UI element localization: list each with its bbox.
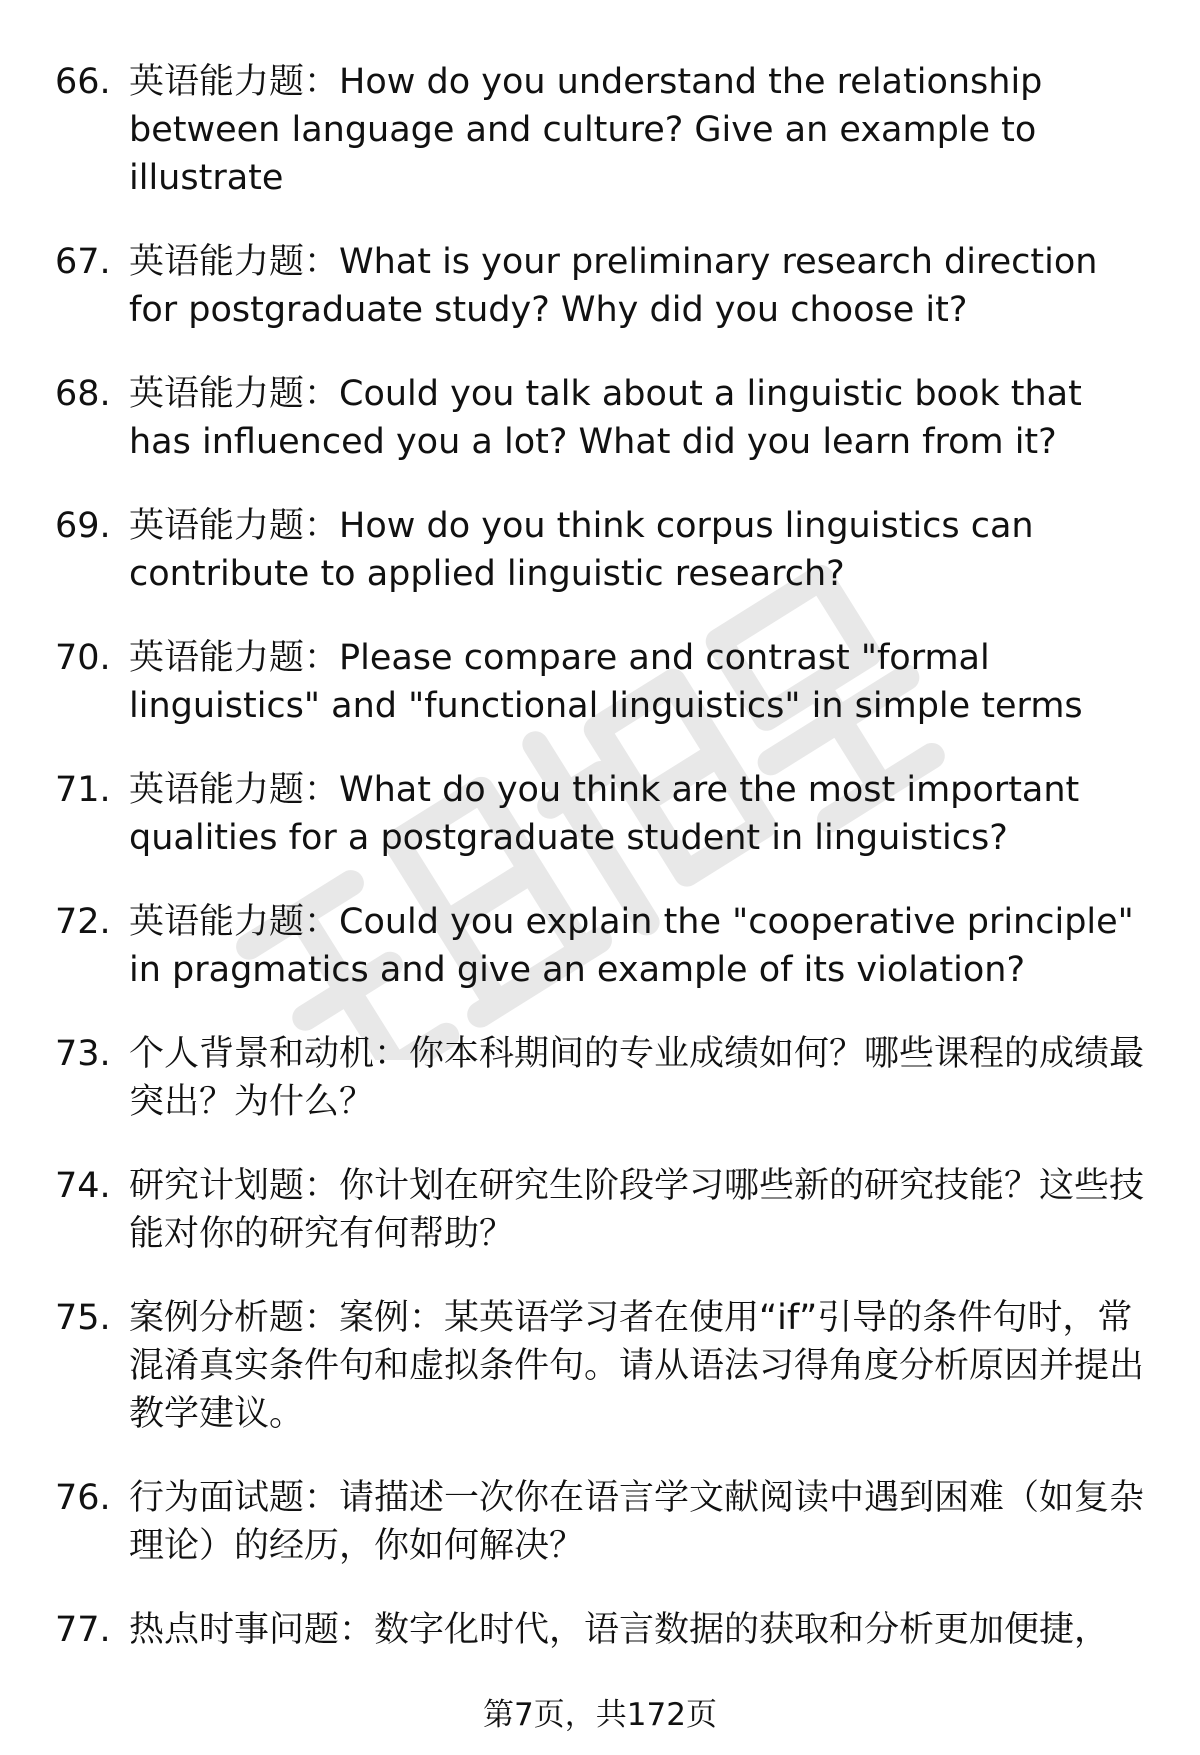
question-text: 英语能力题：How do you understand the relationship between language and culture? Give an example to illustrate	[129, 62, 1043, 198]
question-text: 热点时事问题：数字化时代，语言数据的获取和分析更加便捷，	[129, 1610, 1110, 1650]
question-number: 72.	[55, 902, 111, 942]
question-number: 73.	[55, 1034, 111, 1074]
question-item	[55, 898, 1155, 994]
question-number: 75.	[55, 1298, 111, 1338]
question-text: 个人背景和动机：你本科期间的专业成绩如何？哪些课程的成绩最突出？为什么？	[129, 1034, 1145, 1122]
question-item	[55, 1606, 1155, 1654]
question-text: 研究计划题：你计划在研究生阶段学习哪些新的研究技能？这些技能对你的研究有何帮助？	[129, 1166, 1145, 1254]
question-item	[55, 1030, 1155, 1126]
question-text: 英语能力题：Please compare and contrast "formal linguistics" and "functional linguistics" in simple terms	[129, 638, 1083, 726]
question-item	[55, 1474, 1155, 1570]
question-item	[55, 634, 1155, 730]
question-number: 74.	[55, 1166, 111, 1206]
question-text: 行为面试题：请描述一次你在语言学文献阅读中遇到困难（如复杂理论）的经历，你如何解决？	[129, 1478, 1145, 1566]
question-item	[55, 238, 1155, 334]
question-item	[55, 1294, 1155, 1438]
question-number: 68.	[55, 374, 111, 414]
question-number: 71.	[55, 770, 111, 810]
question-number: 66.	[55, 62, 111, 102]
question-list	[55, 58, 1155, 1690]
page-indicator: 第7页，共172页	[483, 1697, 717, 1733]
question-text: 英语能力题：What is your preliminary research direction for postgraduate study? Why did you choose it?	[129, 242, 1098, 330]
question-text: 英语能力题：How do you think corpus linguistics can contribute to applied linguistic research?	[129, 506, 1034, 594]
question-item	[55, 766, 1155, 862]
question-item	[55, 1162, 1155, 1258]
question-number: 70.	[55, 638, 111, 678]
question-text: 英语能力题：Could you explain the "cooperative principle" in pragmatics and give an example of its violation?	[129, 902, 1134, 990]
question-text: 案例分析题：案例：某英语学习者在使用“if”引导的条件句时，常混淆真实条件句和虚拟条件句。请从语法习得角度分析原因并提出教学建议。	[129, 1298, 1145, 1434]
question-text: 英语能力题：What do you think are the most important qualities for a postgraduate student in linguistics?	[129, 770, 1080, 858]
question-item	[55, 58, 1155, 202]
question-text: 英语能力题：Could you talk about a linguistic book that has influenced you a lot? What did you learn from it?	[129, 374, 1082, 462]
question-number: 76.	[55, 1478, 111, 1518]
question-item	[55, 502, 1155, 598]
page-footer	[0, 1695, 1200, 1735]
question-number: 77.	[55, 1610, 111, 1650]
question-item	[55, 370, 1155, 466]
question-number: 69.	[55, 506, 111, 546]
question-number: 67.	[55, 242, 111, 282]
